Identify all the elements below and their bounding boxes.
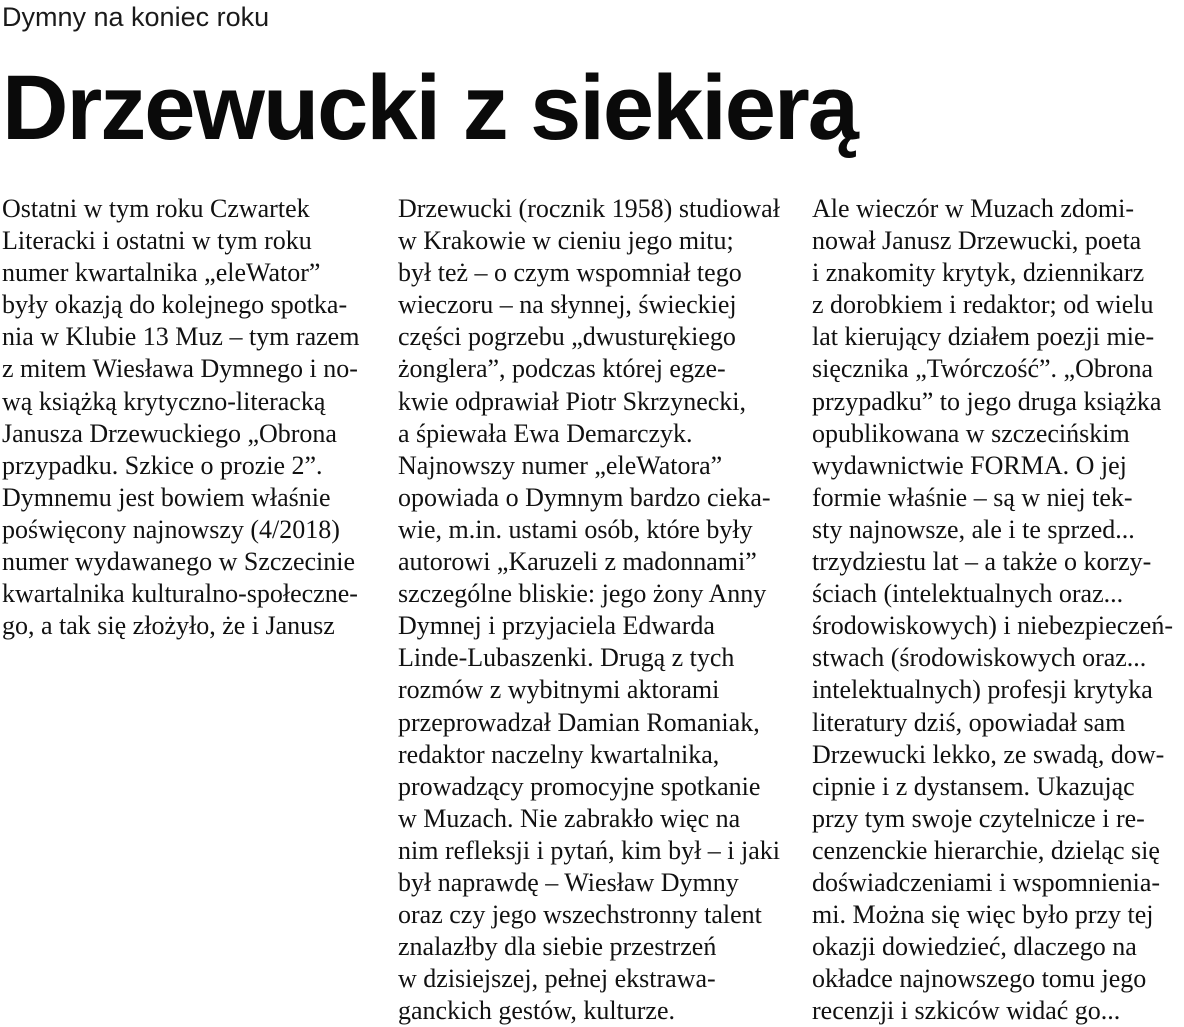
- article-line: Ale wieczór w Muzach zdomi-: [812, 194, 1134, 223]
- article-line: numer wydawanego w Szczecinie: [2, 547, 356, 577]
- article-line: z mitem Wiesława Dymnego i no-: [2, 354, 358, 384]
- article-line: nował Janusz Drzewucki, poeta: [812, 226, 1142, 256]
- article-line: w Krakowie w cieniu jego mitu;: [398, 226, 734, 256]
- article-line: oraz czy jego wszechstronny talent: [398, 900, 762, 930]
- article-line: Dymnemu jest bowiem właśnie: [2, 482, 331, 512]
- article-line: formie właśnie – są w niej tek-: [812, 482, 1133, 512]
- article-line: trzydziestu lat – a także o korzy-: [812, 547, 1152, 577]
- article-line: stwach (środowiskowych oraz...: [812, 643, 1147, 673]
- article-line: przeprowadzał Damian Romaniak,: [398, 707, 760, 737]
- article-line: Drzewucki (rocznik 1958) studiował: [398, 194, 780, 223]
- article-line: prowadzący promocyjne spotkanie: [398, 771, 761, 801]
- article-line: części pogrzebu „dwusturękiego: [398, 322, 736, 352]
- article-line: mi. Można się więc było przy tej: [812, 900, 1154, 930]
- article-line: kwartalnika kulturalno-społeczne-: [2, 579, 358, 609]
- article-column-1: [2, 193, 380, 642]
- article-line: intelektualnych) profesji krytyka: [812, 675, 1153, 705]
- article-line: literatury dziś, opowiadał sam: [812, 707, 1126, 737]
- article-line: redaktor naczelny kwartalnika,: [398, 739, 720, 769]
- article-line: sięcznika „Twórczość”. „Obrona: [812, 354, 1154, 384]
- article-line: żonglera”, podczas której egze-: [398, 354, 726, 384]
- article-line: go, a tak się złożyło, że i Janusz: [2, 611, 335, 641]
- article-line: środowiskowych) i niebezpieczeń-: [812, 611, 1173, 641]
- article-line: był też – o czym wspomniał tego: [398, 258, 742, 288]
- article-line: rozmów z wybitnymi aktorami: [398, 675, 720, 705]
- article-line: okładce najnowszego tomu jego: [812, 964, 1147, 994]
- article-line: recenzji i szkiców widać go...: [812, 996, 1121, 1026]
- article-line: nia w Klubie 13 Muz – tym razem: [2, 322, 360, 352]
- article-headline: Drzewucki z siekierą: [2, 57, 857, 159]
- article-line: autorowi „Karuzeli z madonnami”: [398, 547, 757, 577]
- article-line: wą książką krytyczno-literacką: [2, 386, 326, 416]
- article-line: przypadku. Szkice o prozie 2”.: [2, 450, 323, 480]
- article-line: sty najnowsze, ale i te sprzed...: [812, 514, 1135, 544]
- article-line: Janusza Drzewuckiego „Obrona: [2, 418, 337, 448]
- article-line: ściach (intelektualnych oraz...: [812, 579, 1124, 609]
- article-kicker: Dymny na koniec roku: [2, 2, 270, 32]
- article-line: znalazłby dla siebie przestrzeń: [398, 932, 717, 962]
- article-line: a śpiewała Ewa Demarczyk.: [398, 418, 693, 448]
- article-line: w Muzach. Nie zabrakło więc na: [398, 803, 741, 833]
- article-line: Literacki i ostatni w tym roku: [2, 226, 312, 256]
- article-line: były okazją do kolejnego spotka-: [2, 290, 348, 320]
- article-line: nim refleksji i pytań, kim był – i jaki: [398, 835, 781, 865]
- article-line: okazji dowiedzieć, dlaczego na: [812, 932, 1137, 962]
- article-line: cenzenckie hierarchie, dzieląc się: [812, 835, 1160, 865]
- article-line: doświadczeniami i wspomnienia-: [812, 867, 1161, 897]
- article-line: wie, m.in. ustami osób, które były: [398, 514, 753, 544]
- article-line: i znakomity krytyk, dziennikarz: [812, 258, 1145, 288]
- article-line: opublikowana w szczecińskim: [812, 418, 1130, 448]
- article-line: Najnowszy numer „eleWatora”: [398, 450, 723, 480]
- article-line: opowiada o Dymnym bardzo cieka-: [398, 482, 771, 512]
- article-line: przy tym swoje czytelnicze i re-: [812, 803, 1145, 833]
- article-line: Dymnej i przyjaciela Edwarda: [398, 611, 715, 641]
- article-line: lat kierujący działem poezji mie-: [812, 322, 1155, 352]
- article-line: szczególne bliskie: jego żony Anny: [398, 579, 767, 609]
- article-line: w dzisiejszej, pełnej ekstrawa-: [398, 964, 716, 994]
- article-line: kwie odprawiał Piotr Skrzynecki,: [398, 386, 747, 416]
- article-column-3: [812, 193, 1180, 1027]
- article-line: był naprawdę – Wiesław Dymny: [398, 867, 739, 897]
- article-line: cipnie i z dystansem. Ukazując: [812, 771, 1135, 801]
- article-line: Linde-Lubaszenki. Drugą z tych: [398, 643, 735, 673]
- article-line: numer kwartalnika „eleWator”: [2, 258, 321, 288]
- article-line: Ostatni w tym roku Czwartek: [2, 194, 310, 223]
- article-column-2: [398, 193, 780, 1027]
- article-line: przypadku” to jego druga książka: [812, 386, 1162, 416]
- article-line: wydawnictwie FORMA. O jej: [812, 450, 1127, 480]
- article-line: Drzewucki lekko, ze swadą, dow-: [812, 739, 1165, 769]
- article-line: ganckich gestów, kulturze.: [398, 996, 675, 1026]
- article-line: poświęcony najnowszy (4/2018): [2, 514, 340, 544]
- article-line: z dorobkiem i redaktor; od wielu: [812, 290, 1154, 320]
- article-line: wieczoru – na słynnej, świeckiej: [398, 290, 737, 320]
